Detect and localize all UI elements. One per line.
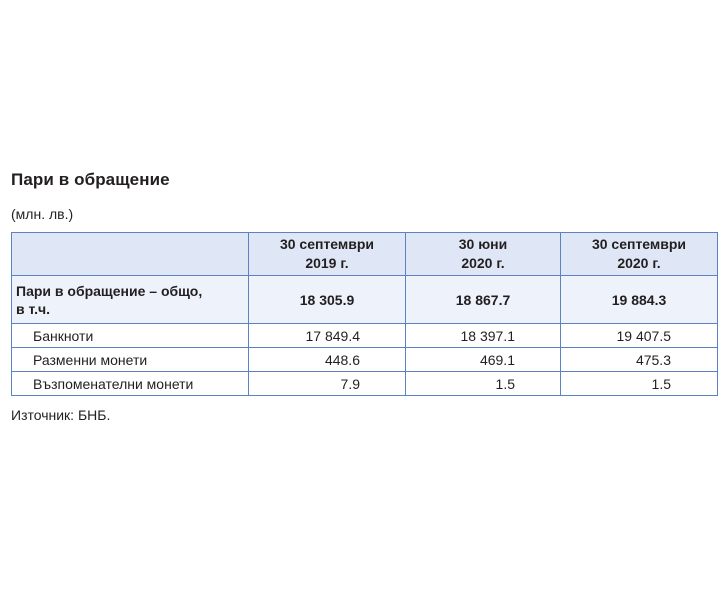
header-empty-cell <box>12 233 249 276</box>
row-label-line2: в т.ч. <box>16 300 51 317</box>
table-cell: 19 407.5 <box>561 324 718 348</box>
table-cell: 18 867.7 <box>406 276 561 324</box>
row-label: Възпоменателни монети <box>12 372 249 396</box>
row-label: Банкноти <box>12 324 249 348</box>
table-cell: 7.9 <box>249 372 406 396</box>
table-cell: 1.5 <box>406 372 561 396</box>
table-cell: 18 397.1 <box>406 324 561 348</box>
table-row <box>12 324 718 348</box>
table-cell: 469.1 <box>406 348 561 372</box>
total-row <box>12 276 718 324</box>
row-label: Разменни монети <box>12 348 249 372</box>
column-header <box>561 233 718 276</box>
column-header-line2: 2019 г. <box>305 255 349 271</box>
column-header-line1: 30 септември <box>591 236 687 252</box>
money-in-circulation-table <box>11 232 718 396</box>
table-cell: 475.3 <box>561 348 718 372</box>
table-cell: 18 305.9 <box>249 276 406 324</box>
source-note: Източник: БНБ. <box>11 407 111 423</box>
table-cell: 17 849.4 <box>249 324 406 348</box>
column-header-line1: 30 юни <box>458 236 508 252</box>
column-header-line2: 2020 г. <box>461 255 505 271</box>
table-row <box>12 372 718 396</box>
column-header-line1: 30 септември <box>279 236 375 252</box>
table-cell: 1.5 <box>561 372 718 396</box>
header-row <box>12 233 718 276</box>
column-header-line2: 2020 г. <box>617 255 661 271</box>
column-header <box>249 233 406 276</box>
table-title: Пари в обращение <box>11 170 170 189</box>
table-cell: 448.6 <box>249 348 406 372</box>
row-label-line1: Пари в обращение – общо, <box>16 282 203 299</box>
table-row <box>12 348 718 372</box>
column-header <box>406 233 561 276</box>
row-label <box>12 276 249 324</box>
unit-label: (млн. лв.) <box>11 206 74 222</box>
table-cell: 19 884.3 <box>561 276 718 324</box>
